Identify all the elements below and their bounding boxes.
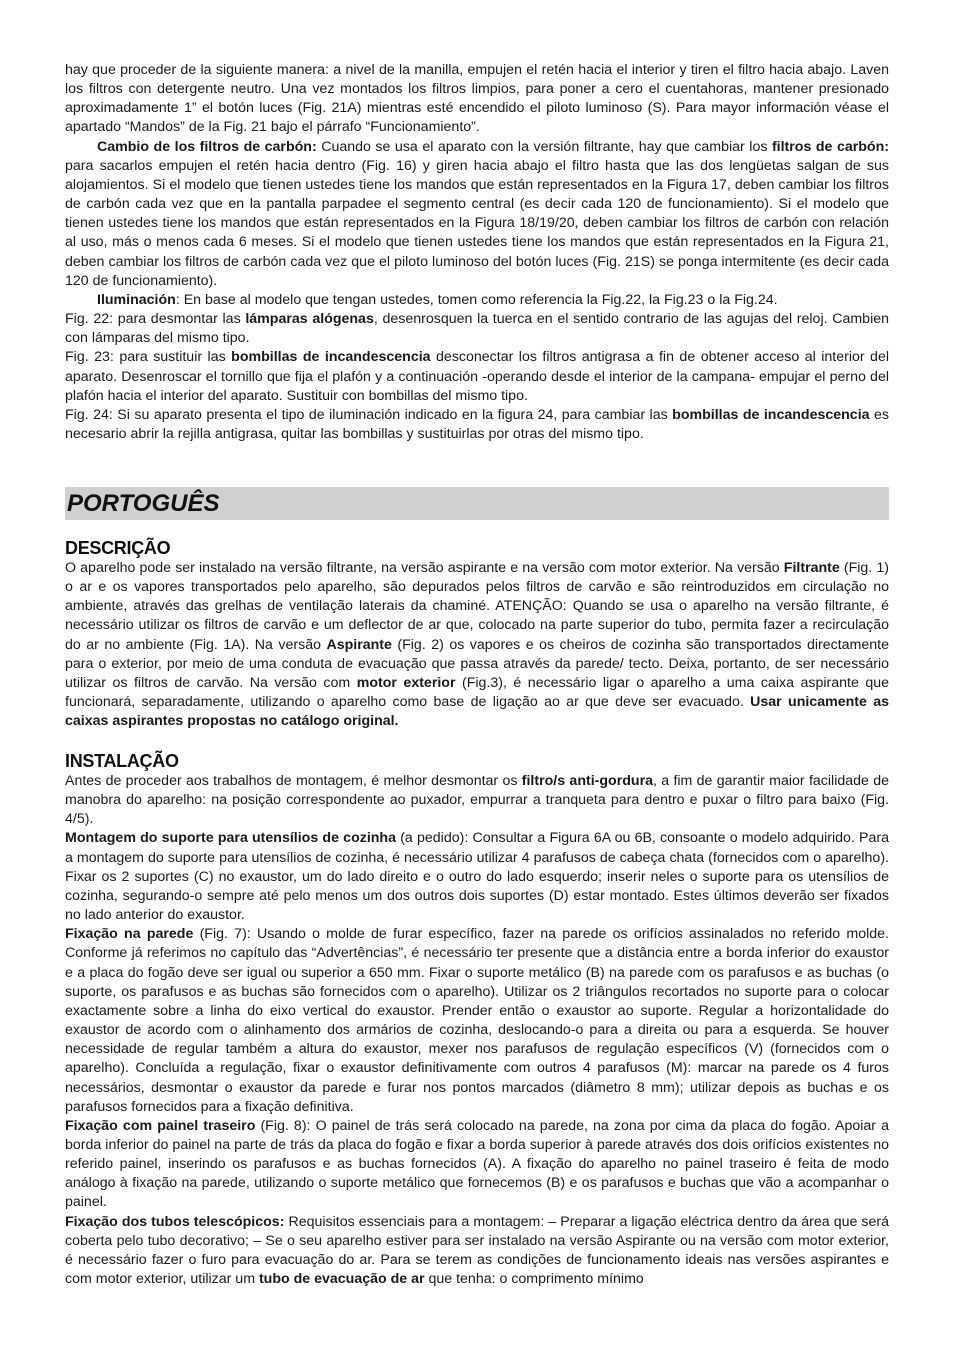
paragraph-utensil-support: Montagem do suporte para utensílios de cozinha (a pedido): Consultar a Figura 6A ou 6B, consoante o modelo adquirido. Para a montagem do suporte para utensílios de cozinha, é necessário utilizar 4 parafusos de cabeça chata (fornecidos com o aparelho). Fixar os 2 suportes (C) no exaustor, um do lado direito e o outro do lado esquerdo; inserir neles o suporte para os utensílios de cozinha, segurando-o sempre até pelo menos um dos outros dois suportes (D) estar montado. Estes últimos deverão ser fixados no lado anterior do exaustor.	[65, 830, 889, 924]
section-instalacao	[65, 750, 889, 1289]
paragraph-descricao: O aparelho pode ser instalado na versão filtrante, na versão aspirante e na versão com motor exterior. Na versão Filtrante (Fig. 1) o ar e os vapores transportados pelo aparelho, são depurados pelos filtros de carvão e são reintroduzidos em circulação no ambiente, através das grelhas de ventilação laterais da chaminé. ATENÇÃO: Quando se usa o aparelho na versão filtrante, é necessário utilizar os filtros de carvão e um deflector de ar que, colocado na parte superior do tubo, permita fazer a recirculação do ar no ambiente (Fig. 1A). Na versão Aspirante (Fig. 2) os vapores e os cheiros de cozinha são transportados directamente para o exterior, por meio de uma conduta de evacuação que passa através da parede/ tecto. Deixa, portanto, de ser necessário utilizar os filtros de carvão. Na versão com motor exterior (Fig.3), é necessário ligar o aparelho a uma caixa aspirante que funcionará, separadamente, utilizando o aparelho como base de ligação ao ar que deve ser evacuado. Usar unicamente as caixas aspirantes propostas no catálogo original.	[65, 560, 890, 730]
language-title: PORTOGUÊS	[67, 490, 220, 517]
paragraph-carbon-filters: Cambio de los filtros de carbón: Cuando se usa el aparato con la versión filtrante, hay que cambiar los filtros de carbón: para sacarlos empujen el retén hacia dentro (Fig. 16) y giren hacia abajo el filtro hasta que las dos lengüetas salgan de sus alojamientos. Si el modelo que tienen ustedes tiene los mandos que están representados en la Figura 17, deben cambiar los filtros de carbón cada vez que en la pantalla parpadee el segmento central (es decir cada 120 de funcionamiento). Si el modelo que tienen ustedes tiene los mandos que están representados en la Figura 18/19/20, deben cambiar los filtros de carbón con relación al uso, más o menos cada 6 meses. Si el modelo que tienen ustedes tiene los mandos que están representados en la Figura 21, deben cambiar los filtros de carbón cada vez que el piloto luminoso del botón luces (Fig. 21S) se ponga intermitente (es decir cada 120 de funcionamiento).	[65, 138, 889, 289]
section-heading-descricao: DESCRIÇÃO	[65, 538, 171, 558]
paragraph-lighting: Iluminación: En base al modelo que tengan ustedes, tomen como referencia la Fig.22, la Fig.23 o la Fig.24.	[97, 291, 778, 308]
paragraph-back-panel: Fixação com painel traseiro (Fig. 8): O painel de trás será colocado na parede, na zona por cima da placa do fogão. Apoiar a borda inferior do painel na parte de trás da placa do fogão e fixar a borda superior à parede através dos dois orifícios existentes no referido painel, inserindo os parafusos e as buchas fornecidos (A). A fixação do aparelho no painel traseiro é feita de modo análogo à fixação na parede, utilizando o suporte metálico que fornecemos (B) e os parafusos e buchas que vão a acompanhar o painel.	[65, 1117, 889, 1211]
section-descricao	[65, 537, 889, 731]
paragraph-fig22: Fig. 22: para desmontar las lámparas alógenas, desenrosquen la tuerca en el sentido contrario de las agujas del reloj. Cambien con lámparas del mismo tipo.	[65, 311, 889, 347]
paragraph-filters-removal: Antes de proceder aos trabalhos de montagem, é melhor desmontar os filtro/s anti-gordura, a fim de garantir maior facilidade de manobra do aparelho: na posição correspondente ao puxador, empurrar a tranqueta para dentro e puxar o filtro para baixo (Fig. 4/5).	[65, 773, 890, 828]
paragraph-fig24: Fig. 24: Si su aparato presenta el tipo de iluminación indicado en la figura 24, para cambiar las bombillas de incandescencia es necesario abrir la rejilla antigrasa, quitar las bombillas y sustituirlas por otras del mismo tipo.	[65, 406, 889, 442]
paragraph-filter-cleaning: hay que proceder de la siguiente manera: a nivel de la manilla, empujen el retén hacia el interior y tiren el filtro hacia abajo. Laven los filtros con detergente neutro. Una vez montados los filtros limpios, para poner a cero el cuentahoras, mantener presionado aproximadamente 1” el botón luces (Fig. 21A) mientras esté encendido el piloto luminoso (S). Para mayor información véase el apartado “Mandos” de la Fig. 21 bajo el párrafo “Funcionamiento”.	[65, 62, 889, 136]
paragraph-wall-fixing: Fixação na parede (Fig. 7): Usando o molde de furar específico, fazer na parede os orifícios assinalados no referido molde. Conforme já referimos no capítulo das “Advertências”, é necessário ter presente que a distância entre a borda inferior do exaustor e a placa do fogão deve ser igual ou superior a 650 mm. Fixar o suporte metálico (B) na parede com os parafusos e as buchas (o suporte, os parafusos e as buchas são fornecidos com o aparelho). Utilizar os 2 triângulos recortados no suporte para o colocar exactamente sobre a linha do eixo vertical do exaustor. Prender então o exaustor ao suporte. Regular a horizontalidade do exaustor de acordo com o alinhamento dos armários de cozinha, deslocando-o para a direita ou para a esquerda. Se houver necessidade de regular também a altura do exaustor, mexer nos parafusos de regulação específicos (V) (fornecidos com o aparelho). Concluída a regulação, fixar o exaustor definitivamente com outros 4 parafusos (M): marcar na parede os 4 furos necessários, desmontar o exaustor da parede e furar nos pontos marcados (diâmetro 8 mm); utilizar depois as buchas e os parafusos fornecidos para a fixação definitiva.	[65, 926, 889, 1115]
language-header-bar	[65, 487, 889, 520]
spanish-continuation	[65, 61, 889, 444]
paragraph-fig23: Fig. 23: para sustituir las bombillas de incandescencia desconectar los filtros antigrasa a fin de obtener acceso al interior del aparato. Desenroscar el tornillo que fija el plafón y a continuación -operando desde el interior de la campana- empujar el perno del plafón hacia el interior del aparato. Sustituir con bombillas del mismo tipo.	[65, 349, 889, 404]
section-heading-instalacao: INSTALAÇÃO	[65, 751, 179, 771]
paragraph-telescopic-tubes: Fixação dos tubos telescópicos: Requisitos essenciais para a montagem: – Preparar a ligação eléctrica dentro da área que será coberta pelo tubo decorativo; – Se o seu aparelho estiver para ser instalado na versão Aspirante ou na versão com motor exterior, é necessário fazer o furo para evacuação do ar. Para se terem as condições de funcionamento ideais nas versões aspirantes e com motor exterior, utilizar um tubo de evacuação de ar que tenha: o comprimento mínimo	[65, 1213, 889, 1288]
